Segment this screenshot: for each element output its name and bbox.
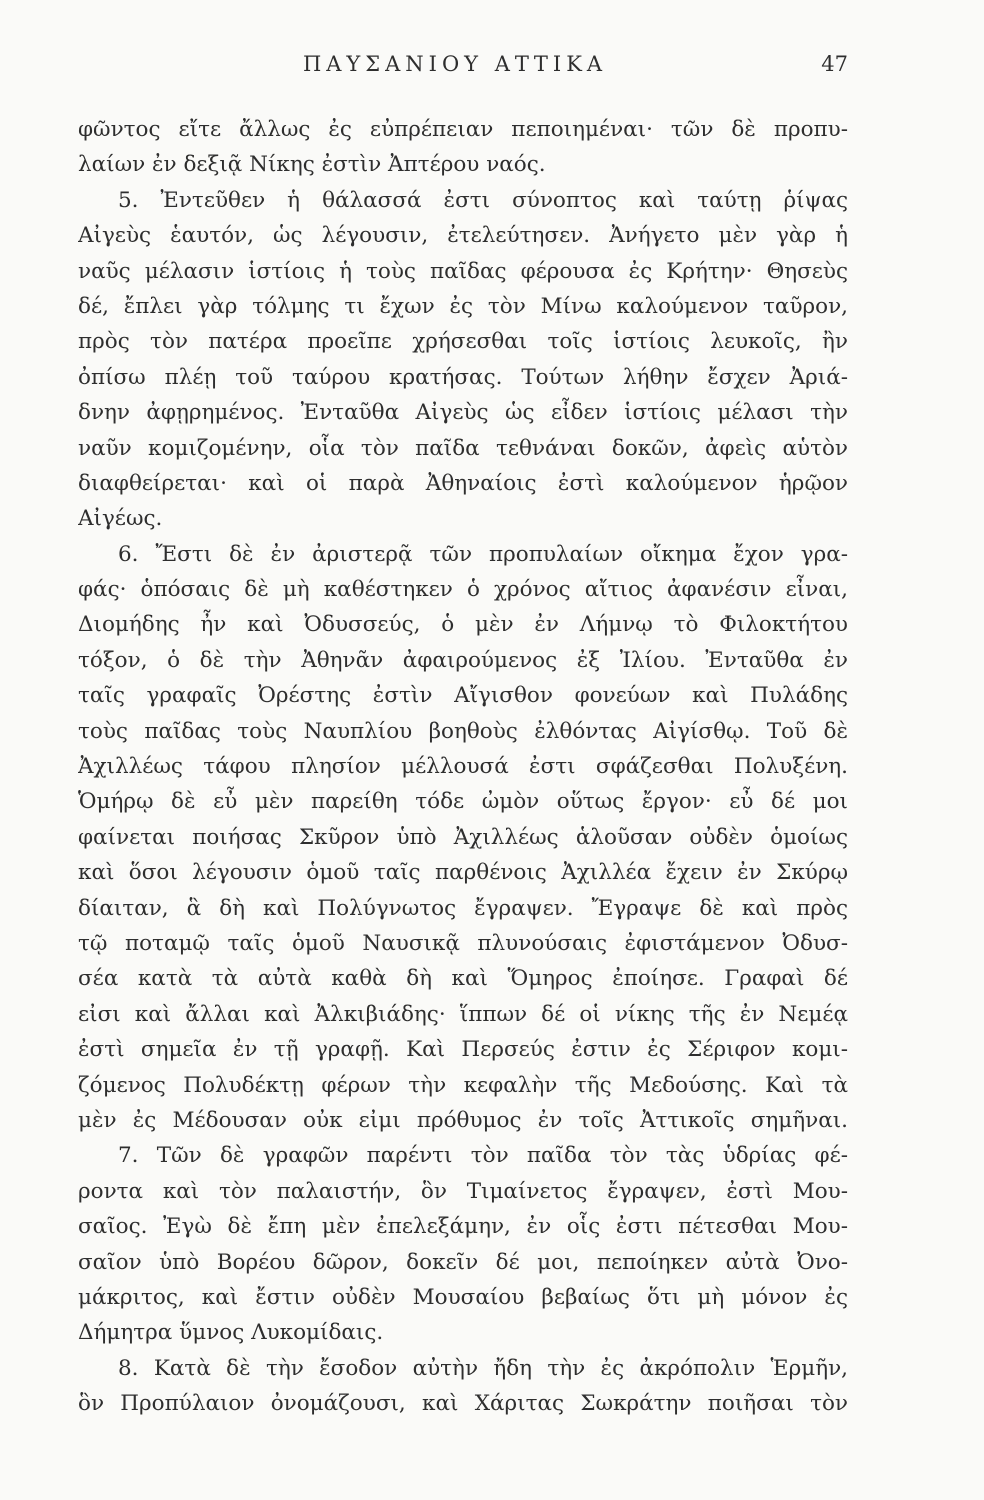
running-title: ΠΑΥΣΑΝΙΟΥ ΑΤΤΙΚΑ — [302, 52, 608, 76]
text-line: ἐστὶ σημεῖα ἐν τῇ γραφῇ. Καὶ Περσεύς ἐστιν ἐς Σέριφον κομι- — [78, 1037, 848, 1063]
paragraph-5-first-line: 5. Ἐντεῦθεν ἡ θάλασσά ἐστι σύνοπτος καὶ ταύτῃ ῥίψας — [118, 187, 848, 213]
text-line: Ὁμήρῳ δὲ εὖ μὲν παρείθη τόδε ὠμὸν οὕτως ἔργον· εὖ δέ μοι — [78, 789, 848, 815]
text-line: ὃν Προπύλαιον ὀνομάζουσι, καὶ Χάριτας Σωκράτην ποιῆσαι τὸν — [78, 1391, 848, 1417]
text-line: ζόμενος Πολυδέκτῃ φέρων τὴν κεφαλὴν τῆς Μεδούσης. Καὶ τὰ — [78, 1072, 848, 1098]
text-line: Ἀχιλλέως τάφου πλησίον μέλλουσά ἐστι σφάζεσθαι Πολυξένη. — [78, 754, 848, 780]
text-line: Δήμητρα ὕμνος Λυκομίδαις. — [78, 1320, 384, 1346]
text-line: ταῖς γραφαῖς Ὀρέστης ἐστὶν Αἴγισθον φονεύων καὶ Πυλάδης — [78, 683, 848, 709]
text-line: καὶ ὅσοι λέγουσιν ὁμοῦ ταῖς παρθένοις Ἀχιλλέα ἔχειν ἐν Σκύρῳ — [78, 860, 848, 886]
text-line: ροντα καὶ τὸν παλαιστήν, ὃν Τιμαίνετος ἔγραψεν, ἐστὶ Μου- — [78, 1178, 848, 1204]
text-line: τῷ ποταμῷ ταῖς ὁμοῦ Ναυσικᾷ πλυνούσαις ἐφιστάμενον Ὀδυσ- — [78, 930, 848, 956]
body-text — [78, 112, 848, 1421]
text-line: φάς· ὁπόσαις δὲ μὴ καθέστηκεν ὁ χρόνος αἴτιος ἀφανέσιν εἶναι, — [78, 577, 848, 603]
text-line: δίαιταν, ἃ δὴ καὶ Πολύγνωτος ἔγραψεν. Ἔγραψε δὲ καὶ πρὸς — [78, 895, 848, 921]
text-line: τόξον, ὁ δὲ τὴν Ἀθηνᾶν ἀφαιρούμενος ἐξ Ἰλίου. Ἐνταῦθα ἐν — [78, 647, 848, 673]
text-line: Διομήδης ἦν καὶ Ὀδυσσεύς, ὁ μὲν ἐν Λήμνῳ τὸ Φιλοκτήτου — [78, 612, 848, 638]
text-line: φαίνεται ποιήσας Σκῦρον ὑπὸ Ἀχιλλέως ἁλοῦσαν οὐδὲν ὁμοίως — [78, 824, 848, 850]
text-line: λαίων ἐν δεξιᾷ Νίκης ἐστὶν Ἀπτέρου ναός. — [78, 152, 546, 178]
text-line: ναῦν κομιζομένην, οἷα τὸν παῖδα τεθνάναι δοκῶν, ἀφεὶς αὑτὸν — [78, 435, 848, 461]
text-line: φῶντος εἴτε ἄλλως ἐς εὐπρέπειαν πεποιημέναι· τῶν δὲ προπυ- — [78, 117, 848, 142]
paragraph-7-first-line: 7. Τῶν δὲ γραφῶν παρέντι τὸν παῖδα τὸν τὰς ὑδρίας φέ- — [118, 1143, 848, 1169]
page-number: 47 — [821, 52, 848, 76]
text-line: μάκριτος, καὶ ἔστιν οὐδὲν Μουσαίου βεβαίως ὅτι μὴ μόνον ἐς — [78, 1284, 848, 1310]
paragraph-6-first-line: 6. Ἔστι δὲ ἐν ἀριστερᾷ τῶν προπυλαίων οἴκημα ἔχον γρα- — [118, 541, 848, 567]
text-line: ναῦς μέλασιν ἱστίοις ἡ τοὺς παῖδας φέρουσα ἐς Κρήτην· Θησεὺς — [78, 258, 848, 284]
text-line: δέ, ἔπλει γὰρ τόλμης τι ἔχων ἐς τὸν Μίνω καλούμενον ταῦρον, — [78, 293, 848, 319]
text-line: σαῖος. Ἐγὼ δὲ ἔπη μὲν ἐπελεξάμην, ἐν οἷς ἐστι πέτεσθαι Μου- — [78, 1214, 848, 1240]
text-line: δνην ἀφῃρημένος. Ἐνταῦθα Αἰγεὺς ὡς εἶδεν ἱστίοις μέλασι τὴν — [78, 400, 848, 426]
text-line: τοὺς παῖδας τοὺς Ναυπλίου βοηθοὺς ἐλθόντας Αἰγίσθῳ. Τοῦ δὲ — [78, 718, 848, 744]
text-line: σαῖον ὑπὸ Βορέου δῶρον, δοκεῖν δέ μοι, πεποίηκεν αὐτὰ Ὀνο- — [78, 1249, 848, 1275]
text-line: διαφθείρεται· καὶ οἱ παρὰ Ἀθηναίοις ἐστὶ καλούμενον ἡρῷον — [78, 470, 848, 496]
text-line: Αἰγέως. — [78, 506, 163, 532]
text-line: σέα κατὰ τὰ αὐτὰ καθὰ δὴ καὶ Ὅμηρος ἐποίησε. Γραφαὶ δέ — [78, 966, 848, 992]
text-line: εἰσι καὶ ἄλλαι καὶ Ἀλκιβιάδης· ἵππων δέ οἱ νίκης τῆς ἐν Νεμέᾳ — [78, 1001, 848, 1027]
text-line: Αἰγεὺς ἑαυτόν, ὡς λέγουσιν, ἐτελεύτησεν. Ἀνήγετο μὲν γὰρ ἡ — [78, 223, 848, 249]
paragraph-8-first-line: 8. Κατὰ δὲ τὴν ἔσοδον αὐτὴν ἤδη τὴν ἐς ἀκρόπολιν Ἑρμῆν, — [118, 1355, 848, 1381]
text-line: ὀπίσω πλέῃ τοῦ ταύρου κρατήσας. Τούτων λήθην ἔσχεν Ἀριά- — [78, 364, 848, 390]
text-line: πρὸς τὸν πατέρα προεῖπε χρήσεσθαι τοῖς ἱστίοις λευκοῖς, ἢν — [78, 329, 848, 355]
text-line: μὲν ἐς Μέδουσαν οὐκ εἰμι πρόθυμος ἐν τοῖς Ἀττικοῖς σημῆναι. — [78, 1107, 848, 1133]
